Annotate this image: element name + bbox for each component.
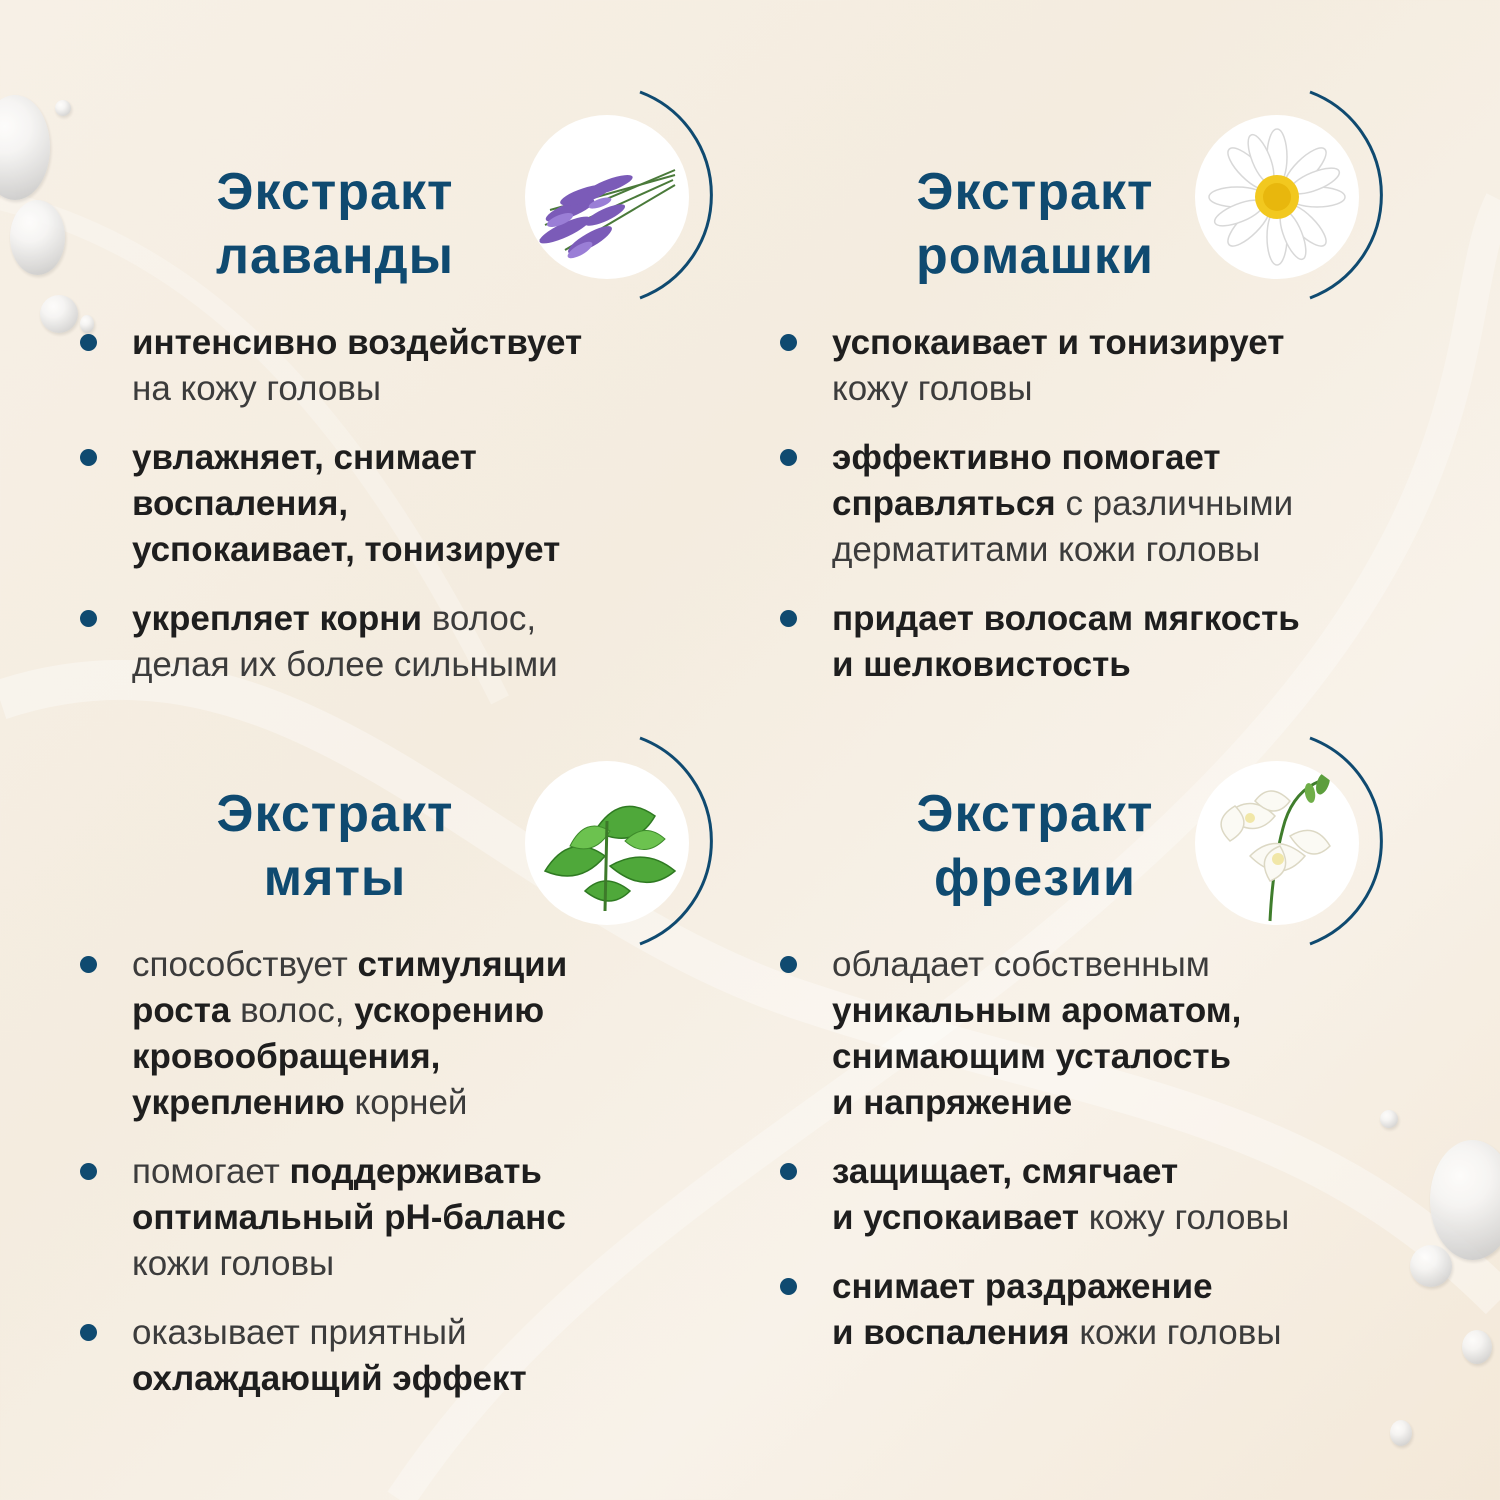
- freesia-icon: [1195, 761, 1359, 925]
- lavender-icon: [525, 115, 689, 279]
- regular-text: обладает собственным: [832, 945, 1210, 984]
- regular-text: дерматитами кожи головы: [832, 530, 1261, 569]
- regular-text: волос,: [230, 991, 355, 1030]
- bold-text: и напряжение: [832, 1083, 1073, 1122]
- bold-text: кровообращения,: [132, 1037, 441, 1076]
- bold-text: увлажняет, снимает: [132, 438, 477, 477]
- regular-text: кожу головы: [1078, 1198, 1290, 1237]
- bold-text: стимуляции: [357, 945, 568, 984]
- bold-text: придает волосам: [832, 599, 1143, 638]
- benefit-line: [132, 1034, 700, 1080]
- bold-text: воспаления,: [132, 484, 349, 523]
- benefit-item: [780, 320, 1400, 412]
- benefit-line: [832, 988, 1400, 1034]
- benefit-item: [780, 1149, 1400, 1241]
- benefit-item: [780, 1264, 1400, 1356]
- bold-text: мягкость: [1142, 599, 1300, 638]
- benefit-item: [780, 942, 1400, 1126]
- regular-text: волос,: [421, 599, 537, 638]
- bullet-dot-icon: [80, 1324, 97, 1341]
- mint-benefits-list: [80, 942, 700, 1425]
- benefit-line: [132, 366, 700, 412]
- bullet-dot-icon: [780, 334, 797, 351]
- bold-text: и успокаивает: [832, 1198, 1079, 1237]
- mint-icon: [525, 761, 689, 925]
- bullet-dot-icon: [80, 956, 97, 973]
- regular-text: с различными: [1055, 484, 1294, 523]
- benefit-line: [832, 1080, 1400, 1126]
- bold-text: укрепляет корни: [132, 599, 422, 638]
- benefit-item: [80, 1310, 700, 1402]
- bullet-dot-icon: [780, 449, 797, 466]
- bold-text: снимает раздражение: [832, 1267, 1213, 1306]
- bullet-dot-icon: [780, 956, 797, 973]
- bold-text: оптимальный pH-баланс: [132, 1198, 566, 1237]
- bold-text: интенсивно воздействует: [132, 323, 583, 362]
- bold-text: уникальным ароматом,: [832, 991, 1242, 1030]
- chamomile-title: Экстракт ромашки: [916, 163, 1154, 285]
- benefit-line: [132, 1080, 700, 1126]
- bold-text: и воспаления: [832, 1313, 1070, 1352]
- bold-text: роста: [132, 991, 231, 1030]
- bullet-dot-icon: [780, 1163, 797, 1180]
- chamomile-benefits-list: [780, 320, 1400, 711]
- bold-text: охлаждающий эффект: [132, 1359, 527, 1398]
- regular-text: кожу головы: [832, 369, 1033, 408]
- benefit-item: [80, 942, 700, 1126]
- benefit-item: [80, 320, 700, 412]
- bold-text: укреплению: [132, 1083, 345, 1122]
- regular-text: на кожу головы: [132, 369, 382, 408]
- benefit-line: [832, 1149, 1400, 1195]
- benefit-line: [132, 596, 700, 642]
- regular-text: оказывает приятный: [132, 1313, 467, 1352]
- benefit-line: [132, 481, 700, 527]
- regular-text: делая их более сильными: [132, 645, 558, 684]
- bold-text: поддерживать: [289, 1152, 542, 1191]
- benefit-line: [832, 320, 1400, 366]
- benefit-line: [132, 435, 700, 481]
- benefit-line: [832, 527, 1400, 573]
- bullet-dot-icon: [80, 449, 97, 466]
- benefit-line: [132, 320, 700, 366]
- lavender-title: Экстракт лаванды: [216, 163, 454, 285]
- bullet-dot-icon: [80, 1163, 97, 1180]
- benefit-line: [832, 1034, 1400, 1080]
- regular-text: кожи головы: [132, 1244, 335, 1283]
- bold-text: ускорению: [354, 991, 545, 1030]
- benefit-line: [132, 1195, 700, 1241]
- lavender-benefits-list: [80, 320, 700, 711]
- regular-text: корней: [344, 1083, 468, 1122]
- benefit-line: [832, 1310, 1400, 1356]
- benefit-line: [132, 1241, 700, 1287]
- bold-text: успокаивает и тонизирует: [832, 323, 1285, 362]
- bold-text: справляться: [832, 484, 1056, 523]
- bullet-dot-icon: [80, 334, 97, 351]
- benefit-line: [832, 481, 1400, 527]
- benefit-line: [132, 642, 700, 688]
- benefit-line: [132, 1356, 700, 1402]
- benefit-line: [132, 1310, 700, 1356]
- benefit-item: [80, 1149, 700, 1287]
- bold-text: эффективно помогает: [832, 438, 1221, 477]
- benefit-line: [132, 527, 700, 573]
- freesia-title: Экстракт фрезии: [916, 785, 1154, 907]
- benefit-line: [832, 1264, 1400, 1310]
- benefit-line: [832, 1195, 1400, 1241]
- bullet-dot-icon: [780, 610, 797, 627]
- benefit-line: [832, 435, 1400, 481]
- bullet-dot-icon: [80, 610, 97, 627]
- benefit-item: [80, 596, 700, 688]
- benefit-line: [832, 366, 1400, 412]
- bold-text: защищает, смягчает: [832, 1152, 1179, 1191]
- bullet-dot-icon: [780, 1278, 797, 1295]
- benefit-line: [832, 642, 1400, 688]
- benefit-line: [132, 942, 700, 988]
- benefit-line: [832, 596, 1400, 642]
- benefit-line: [132, 988, 700, 1034]
- mint-title: Экстракт мяты: [216, 785, 454, 907]
- chamomile-icon: [1195, 115, 1359, 279]
- benefit-item: [80, 435, 700, 573]
- bold-text: успокаивает, тонизирует: [132, 530, 561, 569]
- benefit-item: [780, 596, 1400, 688]
- bold-text: и шелковистость: [832, 645, 1131, 684]
- regular-text: кожи головы: [1069, 1313, 1282, 1352]
- benefit-item: [780, 435, 1400, 573]
- freesia-benefits-list: [780, 942, 1400, 1379]
- bold-text: снимающим усталость: [832, 1037, 1232, 1076]
- regular-text: способствует: [132, 945, 358, 984]
- benefit-line: [132, 1149, 700, 1195]
- regular-text: помогает: [132, 1152, 290, 1191]
- benefit-line: [832, 942, 1400, 988]
